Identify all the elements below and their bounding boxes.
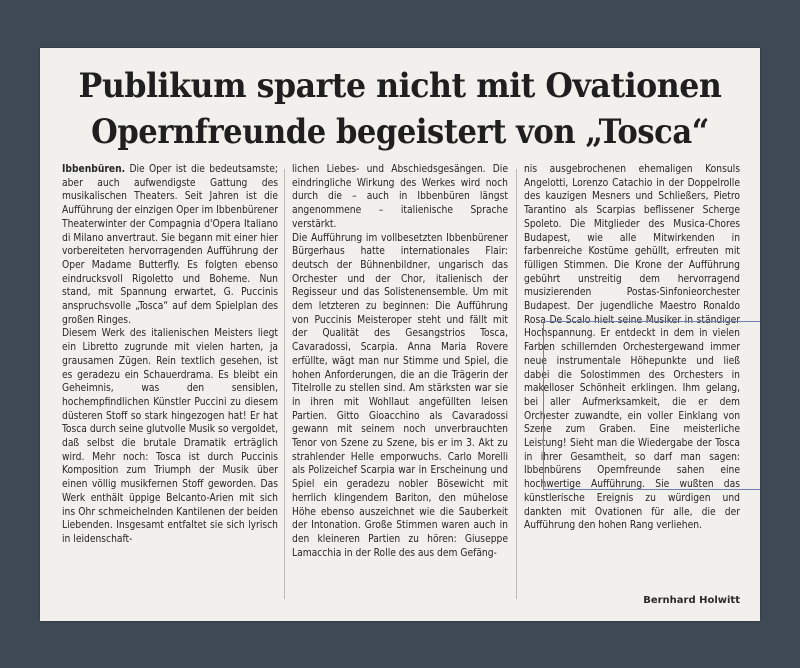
paragraph-text: Die Oper ist die bedeutsamste; aber auch aufwendigste Gattung des musikalischen Theaters. Seit Jahren ist die Aufführung der einzigen Oper im Ibbenbürener Theaterwinter der Compagnia d'Opera Italiano di Milano anvertraut. Sie begann mit einer hier vorbereiteten hervorragenden Aufführung der Oper Madame Butterfly. Es folgten ebenso eindrucksvoll Rigoletto und Boheme. Nun stand, mit Spannung erwartet, G. Puccinis anspruchsvolle „Tosca“ auf dem Spielplan des großen Ringes. bbox=[62, 164, 278, 326]
author-byline: Bernhard Holwitt bbox=[643, 595, 740, 606]
headline-line-2: Opernfreunde begeistert von „Tosca“ bbox=[91, 112, 709, 152]
dateline: Ibbenbüren. bbox=[62, 164, 126, 175]
article-column-3 bbox=[524, 163, 740, 533]
article-body bbox=[62, 163, 746, 613]
paragraph: nis ausgebrochenen ehemaligen Konsuls Angelotti, Lorenzo Catachio in der Doppelrolle des kauzigen Mesners und Schließers, Pietro Tarantino als Scarpias beflissener Scherge Spoleto. Die Mitglieder des Musica-Chores Budapest, wie alle Mitwirkenden in farbenreiche Kostüme gehüllt, erfreuten mit fülligen Stimmen. Die Krone der Aufführung gebührt unstreitig dem hervorragend musizierenden Postas-Sinfonieorchester Budapest. Der jugendliche Maestro Ronaldo Rosa De Scalo hielt seine Musiker in ständiger Hochspannung. Er entdeckt in dem in vielen Farben schillernden Orchestergewand immer neue instrumentale Höhepunkte und ließ dabei die Solostimmen des Orchesters in makelloser Schönheit erklingen. Ihm gelang, bei aller Aufmerksamkeit, die er dem Orchester zuwandte, ein voller Einklang von Szene zum Graben. Eine meisterliche Leistung! Sieht man die Wiedergabe der Tosca in ihrer Gesamtheit, so darf man sagen: Ibbenbürens Opernfreunde sahen eine hochwertige Aufführung. Sie wußten das künstlerische Ereignis zu würdigen und dankten mit Ovationen für alle, die der Aufführung den hohen Rang verliehen. bbox=[524, 164, 740, 532]
column-divider bbox=[516, 169, 517, 599]
paragraph: Die Aufführung im vollbesetzten Ibbenbürener Bürgerhaus hatte internationales Flair: deutsch der Bühnenbildner, ungarisch das Orchester und der Chor, italienisch der Regisseur und das Solistenensemble. Um mit dem letzteren zu beginnen: Die Aufführung von Puccinis Meisteroper steht und fällt mit der Qualität des Gesangstrios Tosca, Cavaradossi, Scarpia. Anna Maria Rovere erfüllte, wägt man nur Stimme und Spiel, die hohen Anforderungen, die an die Trägerin der Titelrolle zu stellen sind. Am stärksten war sie in ihren mit Wohllaut angefüllten leisen Partien. Gitto Gioacchino als Cavaradossi gewann mit seinem noch unverbrauchten Tenor von Szene zu Szene, bis er im 3. Akt zu strahlender Helle emporwuchs. Carlo Morelli als Polizeichef Scarpia war in Erscheinung und Spiel ein geradezu nobler Bösewicht mit herrlich klingendem Bariton, den mühelose Höhe ebenso auszeichnet wie die Sauberkeit der Intonation. Große Stimmen waren auch in den kleineren Partien zu hören: Giuseppe Lamacchia in der Rolle des aus dem Gefäng- bbox=[292, 232, 508, 559]
paragraph: Diesem Werk des italienischen Meisters liegt ein Libretto zugrunde mit vielen harten, ja grausamen Zügen. Rein textlich gesehen, ist es geradezu ein Schauerdrama. Es bleibt ein Geheimnis, was den sensiblen, hochempfindlichen Künstler Puccini zu diesem düsteren Stoff so stark hingezogen hat! Er hat Tosca durch seine glutvolle Musik so vergoldet, daß selbst die brutale Dramatik erträglich wird. Mehr noch: Tosca ist durch Puccinis Komposition zum Triumph der Musik über einen völlig musikfernen Stoff geworden. Das Werk enthält üppige Belcanto-Arien mit sich ins Ohr schmeichelnden Kantilenen der beiden Liebenden. Insgesamt entfaltet sie sich lyrisch in leidenschaft- bbox=[62, 328, 278, 545]
paragraph bbox=[62, 163, 278, 327]
article-column-2 bbox=[292, 163, 508, 560]
column-divider bbox=[284, 169, 285, 599]
paragraph: lichen Liebes- und Abschiedsgesängen. Die eindringliche Wirkung des Werkes wird noch durch die – auch in Ibbenbüren längst angenommene – italienische Sprache verstärkt. bbox=[292, 164, 508, 230]
article-column-1 bbox=[62, 163, 278, 547]
headline-line-1: Publikum sparte nicht mit Ovationen bbox=[78, 66, 722, 106]
newspaper-clipping bbox=[40, 48, 760, 621]
